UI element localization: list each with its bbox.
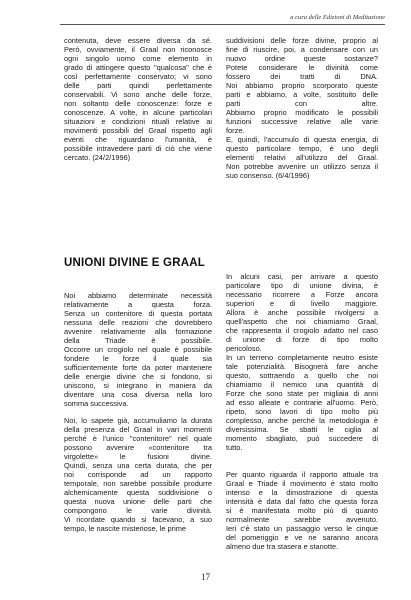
text-line: Però, ovviamente, il Graal non riconosce	[64, 45, 212, 54]
text-line: noi corrisponde ad un rapporto	[64, 470, 212, 479]
bottom-right-column	[226, 272, 378, 551]
left-paragraph-2	[64, 416, 212, 533]
text-line: temporale, non sarebbe possibile produrre	[64, 479, 212, 488]
text-line: Potete considerare le divinità come	[226, 63, 378, 72]
text-line: di unione di forze di tipo molto	[226, 335, 378, 344]
text-line: alchemicamente questa suddivisione o	[64, 488, 212, 497]
text-line: possono avvenire «contenitore tra	[64, 443, 212, 452]
header-rule	[60, 24, 385, 25]
text-line: Noi abbiamo determinate necessità	[64, 291, 212, 300]
text-line: parti e abbiamo, a volte, sostituito delle	[226, 90, 378, 99]
right-paragraph-2	[226, 470, 378, 551]
section-title: UNIONI DIVINE E GRAAL	[64, 257, 205, 269]
text-line: tutto.	[226, 443, 243, 452]
text-line: Abbiamo proprio modificato le possibili	[226, 108, 378, 117]
text-line: avvenire relativamente alla formazione	[64, 327, 212, 336]
text-line: diventare una cosa diversa nella loro	[64, 390, 212, 399]
text-line: relativamente a questa forza.	[64, 300, 212, 309]
text-line: particolare tipo di unione divina, è	[226, 281, 378, 290]
text-line: sufficientemente forte da poter mantenere	[64, 363, 212, 372]
text-line: situazioni e condizioni rituali relative ai	[64, 117, 212, 126]
text-line: del pomeriggio e ve ne saranno ancora	[226, 533, 378, 542]
text-line: suddivisioni delle forze divine, proprio al	[226, 36, 378, 45]
text-line: tale potenzialità. Bisognerà fare anche	[226, 362, 378, 371]
text-line: della presenza del Graal in vari momenti	[64, 425, 212, 434]
text-line: tempo, le nascite misteriose, le prime	[64, 524, 186, 533]
header-text: a cura delle Edizioni di Meditazione	[290, 14, 385, 21]
text-line: si è manifestata molto più di quanto	[226, 506, 378, 515]
top-left-column	[64, 36, 212, 162]
text-line: delle energie divine che si fondono, si	[64, 372, 212, 381]
text-line: complesso, anche perché la metodologia è	[226, 416, 378, 425]
text-line: possibile intravedere parti di ciò che viene	[64, 144, 212, 153]
text-line: non soltanto delle conoscenze: forze e	[64, 99, 212, 108]
text-line: chiamiamo il nemico una quantità di	[226, 380, 378, 389]
text-line: ogni singolo uomo come elemento in	[64, 54, 212, 63]
text-line: In un terreno completamente neutro esiste	[226, 353, 378, 362]
text-line: suo consenso. (6/4/1996)	[226, 171, 310, 180]
text-line: perché è l'unico "contenitore" nel quale	[64, 434, 212, 443]
text-line: virgolette» le fusioni divine.	[64, 452, 212, 461]
text-line: pericoloso.	[226, 344, 262, 353]
text-line: parti con altre.	[226, 99, 378, 108]
text-line: quell'aspetto che noi chiamiamo Graal,	[226, 317, 378, 326]
text-line: somma successiva.	[64, 399, 129, 408]
text-line: Forze che sono state per migliaia di anni	[226, 389, 378, 398]
text-line: nuovo ordine queste sostanze?	[226, 54, 378, 63]
paragraph-gap	[64, 408, 212, 416]
text-line: Allora è anche possibile rivolgersi a	[226, 308, 378, 317]
text-line: questo, sottraendo a quello che noi	[226, 371, 378, 380]
text-line: fondere le forze il quale sia	[64, 354, 212, 363]
running-header	[60, 14, 385, 28]
text-line: Vi ricordate quando si facevano, a suo	[64, 515, 212, 524]
text-line: della Triade è possibile.	[64, 336, 212, 345]
text-line: necessario ricorrere a Forze ancora	[226, 290, 378, 299]
text-line: ripeto, sono lavori di tipo molto più	[226, 407, 378, 416]
text-line: diversissima. Se sbatti le ciglia al	[226, 425, 378, 434]
text-line: elementi relativi all'utilizzo del Graal.	[226, 153, 378, 162]
text-line: questo particolare tempo, è uno degli	[226, 144, 378, 153]
text-line: forze.	[226, 126, 245, 135]
text-line: grado di attingere questo "qualcosa" che è	[64, 63, 212, 72]
text-line: intensità è data dal fatto che questa forza	[226, 497, 378, 506]
text-line: In alcuni casi, per arrivare a questo	[226, 272, 378, 281]
text-line: Senza un contenitore di questa portata	[64, 309, 212, 318]
text-line: Graal e Triade il movimento è stato molto	[226, 479, 378, 488]
text-line: funzioni successive relative alle varie	[226, 117, 378, 126]
text-line: conoscenze. A volte, in alcune particolari	[64, 108, 212, 117]
text-line: Noi abbiamo proprio scorporato queste	[226, 81, 378, 90]
text-line: uniscono, si integrano in maniera da	[64, 381, 212, 390]
text-line: questa nuova unione delle parti che	[64, 497, 212, 506]
text-line: E, quindi, l'accumulo di questa energia, di	[226, 135, 378, 144]
text-line: ad esso alleate e contrarie all'uomo. Però,	[226, 398, 378, 407]
bottom-left-column	[64, 291, 212, 533]
text-line: fossero dei tratti di DNA.	[226, 72, 378, 81]
text-line: Noi, lo sapete già, accumuliamo la durata	[64, 416, 212, 425]
text-line: Quindi, senza una certa durata, che per	[64, 461, 212, 470]
text-line: che rappresenta il crogiolo adatto nel caso	[226, 326, 378, 335]
text-line: intenso e la dimostrazione di questa	[226, 488, 378, 497]
text-line: Occorre un crogiolo nel quale è possibile	[64, 345, 212, 354]
top-right-column	[226, 36, 378, 180]
text-line: normalmente sarebbe avvenuto.	[226, 515, 378, 524]
text-line: delle parti quindi perfettamente	[64, 81, 212, 90]
text-line: conservabili. Vi sono anche delle forze,	[64, 90, 212, 99]
text-line: almeno due tra stasera e stanotte.	[226, 542, 339, 551]
paragraph-gap	[226, 452, 378, 470]
text-line: Per quanto riguarda il rapporto attuale tra	[226, 470, 378, 479]
text-line: superiori e di livello maggiore.	[226, 299, 378, 308]
text-line: Non potrebbe avvenire un utilizzo senza il	[226, 162, 378, 171]
text-line: così perfettamente conservato; vi sono	[64, 72, 212, 81]
page-number: 17	[201, 572, 210, 582]
text-line: eventi che riguardano l'umanità, è	[64, 135, 212, 144]
text-line: momento sbagliato, può succedere di	[226, 434, 378, 443]
text-line: cercato. (24/2/1996)	[64, 153, 131, 162]
text-line: compongono le varie divinità.	[64, 506, 212, 515]
text-line: movimenti possibili del Graal rispetto agli	[64, 126, 212, 135]
text-line: nessuna delle reazioni che dovrebbero	[64, 318, 212, 327]
text-line: Ieri c'è stato un passaggio verso le cinque	[226, 524, 378, 533]
text-line: fine di riuscire, poi, a condensare con un	[226, 45, 378, 54]
left-paragraph-1	[64, 291, 212, 408]
text-line: contenuta, deve essere diversa da sé.	[64, 36, 212, 45]
right-paragraph-1	[226, 272, 378, 452]
